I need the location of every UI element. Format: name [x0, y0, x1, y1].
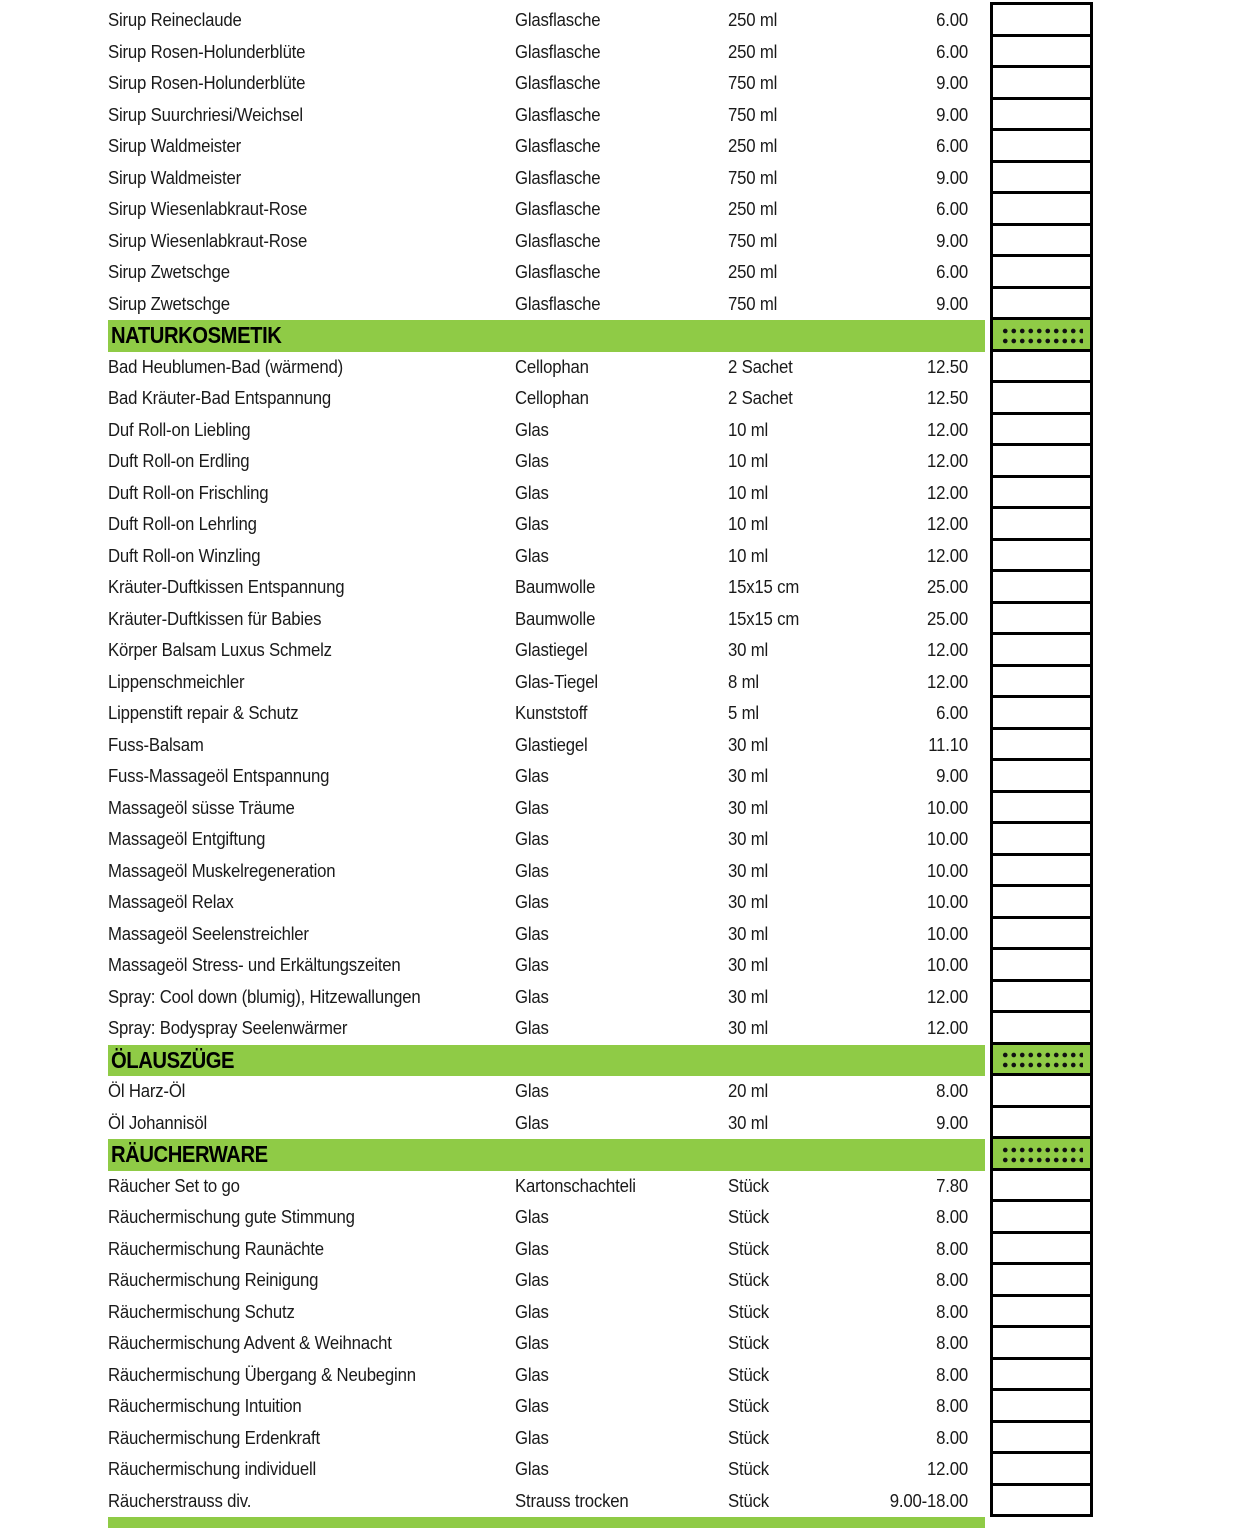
- packaging-cell: Glas: [515, 419, 549, 440]
- packaging-cell: Glas: [515, 986, 549, 1007]
- size-cell: 250 ml: [728, 41, 778, 62]
- size-cell: 10 ml: [728, 514, 769, 535]
- product-name-cell: Massageöl Stress- und Erkältungszeiten: [108, 955, 401, 976]
- price-cell: 6.00: [936, 10, 968, 31]
- packaging-cell: Glas: [515, 1081, 549, 1102]
- product-row: [0, 950, 1241, 982]
- packaging-cell: Glas: [515, 766, 549, 787]
- dots-pattern-icon: [1001, 325, 1083, 344]
- product-name-cell: Lippenstift repair & Schutz: [108, 703, 299, 724]
- packaging-cell: Baumwolle: [515, 577, 596, 598]
- order-quantity-box[interactable]: [990, 790, 1093, 825]
- order-quantity-box[interactable]: [990, 916, 1093, 951]
- product-name-cell: Bad Kräuter-Bad Entspannung: [108, 388, 331, 409]
- packaging-cell: Glas: [515, 1112, 549, 1133]
- product-row: [0, 824, 1241, 856]
- product-row: [0, 100, 1241, 132]
- price-cell: 8.00: [936, 1207, 968, 1228]
- product-name-cell: Duft Roll-on Winzling: [108, 545, 261, 566]
- price-cell: 12.00: [927, 640, 968, 661]
- size-cell: Stück: [728, 1333, 769, 1354]
- price-cell: 8.00: [936, 1238, 968, 1259]
- product-row: [0, 131, 1241, 163]
- size-cell: 30 ml: [728, 955, 769, 976]
- packaging-cell: Glas: [515, 797, 549, 818]
- product-row: [0, 635, 1241, 667]
- price-cell: 10.00: [927, 829, 968, 850]
- size-cell: 30 ml: [728, 986, 769, 1007]
- price-cell: 25.00: [927, 608, 968, 629]
- size-cell: 10 ml: [728, 482, 769, 503]
- product-name-cell: Fuss-Balsam: [108, 734, 204, 755]
- packaging-cell: Cellophan: [515, 356, 589, 377]
- order-quantity-box[interactable]: [990, 947, 1093, 982]
- packaging-cell: Glasflasche: [515, 230, 601, 251]
- order-quantity-box[interactable]: [990, 2, 1093, 37]
- price-cell: 12.00: [927, 482, 968, 503]
- size-cell: 15x15 cm: [728, 577, 800, 598]
- product-name-cell: Räucher Set to go: [108, 1175, 240, 1196]
- size-cell: 750 ml: [728, 293, 778, 314]
- packaging-cell: Kartonschachteli: [515, 1175, 636, 1196]
- dots-pattern-icon: [1001, 1144, 1083, 1163]
- product-name-cell: Duft Roll-on Erdling: [108, 451, 250, 472]
- packaging-cell: Glas: [515, 923, 549, 944]
- order-quantity-box[interactable]: [990, 1105, 1093, 1140]
- price-cell: 10.00: [927, 955, 968, 976]
- order-quantity-box-header: [990, 317, 1093, 352]
- size-cell: Stück: [728, 1490, 769, 1511]
- price-cell: 12.00: [927, 1018, 968, 1039]
- price-cell: 8.00: [936, 1301, 968, 1322]
- product-row: [0, 1202, 1241, 1234]
- size-cell: 250 ml: [728, 136, 778, 157]
- product-row: [0, 919, 1241, 951]
- price-cell: 8.00: [936, 1396, 968, 1417]
- packaging-cell: Glas: [515, 1301, 549, 1322]
- product-name-cell: Spray: Bodyspray Seelenwärmer: [108, 1018, 348, 1039]
- order-quantity-box[interactable]: [990, 34, 1093, 69]
- price-cell: 12.00: [927, 514, 968, 535]
- product-row: [0, 982, 1241, 1014]
- order-quantity-box[interactable]: [990, 286, 1093, 321]
- packaging-cell: Glastiegel: [515, 640, 588, 661]
- packaging-cell: Glas: [515, 1459, 549, 1480]
- product-name-cell: Räuchermischung Advent & Weihnacht: [108, 1333, 392, 1354]
- order-quantity-box[interactable]: [990, 727, 1093, 762]
- price-cell: 9.00: [936, 73, 968, 94]
- price-cell: 12.00: [927, 1459, 968, 1480]
- order-quantity-box[interactable]: [990, 601, 1093, 636]
- product-name-cell: Sirup Zwetschge: [108, 293, 230, 314]
- section-header-bar: [108, 1045, 985, 1077]
- packaging-cell: Glas: [515, 451, 549, 472]
- order-quantity-box[interactable]: [990, 65, 1093, 100]
- order-quantity-box[interactable]: [990, 380, 1093, 415]
- price-cell: 12.00: [927, 986, 968, 1007]
- price-cell: 8.00: [936, 1427, 968, 1448]
- size-cell: 30 ml: [728, 923, 769, 944]
- packaging-cell: Glas: [515, 1018, 549, 1039]
- packaging-cell: Glas: [515, 860, 549, 881]
- size-cell: 30 ml: [728, 829, 769, 850]
- price-cell: 9.00: [936, 1112, 968, 1133]
- price-cell: 12.00: [927, 451, 968, 472]
- product-name-cell: Sirup Suurchriesi/Weichsel: [108, 104, 303, 125]
- product-name-cell: Bad Heublumen-Bad (wärmend): [108, 356, 344, 377]
- price-cell: 8.00: [936, 1333, 968, 1354]
- price-cell: 9.00: [936, 293, 968, 314]
- next-section-bar-cutoff: [108, 1517, 985, 1528]
- price-cell: 11.10: [928, 734, 968, 755]
- order-quantity-box-header: [990, 1042, 1093, 1077]
- section-header-bar: [108, 320, 985, 352]
- order-quantity-box[interactable]: [990, 191, 1093, 226]
- price-cell: 9.00: [936, 230, 968, 251]
- order-quantity-box[interactable]: [990, 412, 1093, 447]
- price-cell: 12.00: [927, 545, 968, 566]
- packaging-cell: Glas: [515, 1396, 549, 1417]
- product-row: [0, 68, 1241, 100]
- size-cell: Stück: [728, 1396, 769, 1417]
- product-row: [0, 1454, 1241, 1486]
- size-cell: 750 ml: [728, 104, 778, 125]
- packaging-cell: Glas: [515, 1364, 549, 1385]
- order-quantity-box[interactable]: [990, 884, 1093, 919]
- size-cell: 2 Sachet: [728, 356, 793, 377]
- product-row: [0, 257, 1241, 289]
- product-row: [0, 383, 1241, 415]
- product-name-cell: Massageöl Seelenstreichler: [108, 923, 309, 944]
- size-cell: 30 ml: [728, 766, 769, 787]
- size-cell: 8 ml: [728, 671, 759, 692]
- product-name-cell: Spray: Cool down (blumig), Hitzewallungen: [108, 986, 421, 1007]
- price-cell: 12.50: [927, 388, 968, 409]
- order-quantity-box[interactable]: [990, 1010, 1093, 1045]
- size-cell: 250 ml: [728, 262, 778, 283]
- order-quantity-box[interactable]: [990, 254, 1093, 289]
- product-row: [0, 667, 1241, 699]
- product-row: [0, 856, 1241, 888]
- order-quantity-box[interactable]: [990, 160, 1093, 195]
- order-quantity-box[interactable]: [990, 1168, 1093, 1203]
- size-cell: 2 Sachet: [728, 388, 793, 409]
- packaging-cell: Strauss trocken: [515, 1490, 629, 1511]
- order-quantity-box-header: [990, 1136, 1093, 1171]
- price-cell: 8.00: [936, 1081, 968, 1102]
- size-cell: Stück: [728, 1207, 769, 1228]
- order-quantity-box[interactable]: [990, 695, 1093, 730]
- product-name-cell: Räuchermischung individuell: [108, 1459, 317, 1480]
- size-cell: 750 ml: [728, 167, 778, 188]
- price-cell: 25.00: [927, 577, 968, 598]
- size-cell: Stück: [728, 1301, 769, 1322]
- product-name-cell: Räuchermischung Schutz: [108, 1301, 295, 1322]
- product-row: [0, 1076, 1241, 1108]
- product-name-cell: Räuchermischung Erdenkraft: [108, 1427, 320, 1448]
- order-quantity-box[interactable]: [990, 664, 1093, 699]
- order-quantity-box[interactable]: [990, 475, 1093, 510]
- size-cell: 30 ml: [728, 1018, 769, 1039]
- product-row: [0, 1108, 1241, 1140]
- product-name-cell: Duf Roll-on Liebling: [108, 419, 251, 440]
- product-name-cell: Fuss-Massageöl Entspannung: [108, 766, 330, 787]
- product-row: [0, 1391, 1241, 1423]
- packaging-cell: Glasflasche: [515, 41, 601, 62]
- product-name-cell: Räucherstrauss div.: [108, 1490, 252, 1511]
- price-cell: 6.00: [936, 199, 968, 220]
- product-row: [0, 1265, 1241, 1297]
- product-row: [0, 730, 1241, 762]
- product-name-cell: Lippenschmeichler: [108, 671, 245, 692]
- order-quantity-box[interactable]: [990, 538, 1093, 573]
- packaging-cell: Glasflasche: [515, 136, 601, 157]
- product-row: [0, 415, 1241, 447]
- price-cell: 6.00: [936, 41, 968, 62]
- size-cell: 30 ml: [728, 1112, 769, 1133]
- packaging-cell: Glasflasche: [515, 73, 601, 94]
- price-cell: 10.00: [927, 892, 968, 913]
- product-row: [0, 793, 1241, 825]
- price-cell: 9.00: [936, 104, 968, 125]
- size-cell: Stück: [728, 1427, 769, 1448]
- packaging-cell: Glasflasche: [515, 104, 601, 125]
- order-quantity-box[interactable]: [990, 223, 1093, 258]
- packaging-cell: Glasflasche: [515, 293, 601, 314]
- size-cell: 10 ml: [728, 451, 769, 472]
- product-row: [0, 698, 1241, 730]
- order-quantity-box[interactable]: [990, 853, 1093, 888]
- section-title: ÖLAUSZÜGE: [111, 1046, 235, 1073]
- packaging-cell: Glas: [515, 829, 549, 850]
- product-name-cell: Räuchermischung Übergang & Neubeginn: [108, 1364, 416, 1385]
- order-quantity-box[interactable]: [990, 1483, 1093, 1518]
- size-cell: 10 ml: [728, 545, 769, 566]
- order-quantity-box[interactable]: [990, 821, 1093, 856]
- order-quantity-box[interactable]: [990, 1357, 1093, 1392]
- packaging-cell: Glasflasche: [515, 167, 601, 188]
- product-row: [0, 478, 1241, 510]
- product-name-cell: Sirup Rosen-Holunderblüte: [108, 41, 306, 62]
- size-cell: 30 ml: [728, 640, 769, 661]
- order-quantity-box[interactable]: [990, 1262, 1093, 1297]
- order-quantity-box[interactable]: [990, 1325, 1093, 1360]
- product-row: [0, 5, 1241, 37]
- product-row: [0, 1297, 1241, 1329]
- packaging-cell: Cellophan: [515, 388, 589, 409]
- product-row: [0, 887, 1241, 919]
- order-quantity-box[interactable]: [990, 1388, 1093, 1423]
- order-quantity-box[interactable]: [990, 1451, 1093, 1486]
- price-cell: 6.00: [936, 703, 968, 724]
- packaging-cell: Glasflasche: [515, 10, 601, 31]
- price-cell: 9.00: [936, 167, 968, 188]
- order-quantity-box[interactable]: [990, 632, 1093, 667]
- packaging-cell: Glas: [515, 1427, 549, 1448]
- packaging-cell: Glasflasche: [515, 262, 601, 283]
- product-name-cell: Sirup Waldmeister: [108, 167, 241, 188]
- size-cell: 5 ml: [728, 703, 759, 724]
- size-cell: Stück: [728, 1270, 769, 1291]
- product-name-cell: Sirup Wiesenlabkraut-Rose: [108, 230, 308, 251]
- product-row: [0, 509, 1241, 541]
- size-cell: Stück: [728, 1459, 769, 1480]
- price-cell: 10.00: [927, 923, 968, 944]
- product-name-cell: Sirup Rosen-Holunderblüte: [108, 73, 306, 94]
- size-cell: 750 ml: [728, 230, 778, 251]
- product-row: [0, 446, 1241, 478]
- price-cell: 12.50: [927, 356, 968, 377]
- product-name-cell: Sirup Waldmeister: [108, 136, 241, 157]
- product-name-cell: Kräuter-Duftkissen für Babies: [108, 608, 322, 629]
- product-row: [0, 1328, 1241, 1360]
- product-name-cell: Räuchermischung Raunächte: [108, 1238, 324, 1259]
- order-quantity-box[interactable]: [990, 97, 1093, 132]
- product-row: [0, 541, 1241, 573]
- product-name-cell: Duft Roll-on Frischling: [108, 482, 269, 503]
- section-header-row: [0, 320, 1241, 352]
- packaging-cell: Glas: [515, 1207, 549, 1228]
- section-title: NATURKOSMETIK: [111, 322, 282, 349]
- section-header-bar: [108, 1139, 985, 1171]
- price-cell: 6.00: [936, 136, 968, 157]
- order-quantity-box[interactable]: [990, 569, 1093, 604]
- order-quantity-box[interactable]: [990, 1073, 1093, 1108]
- size-cell: 10 ml: [728, 419, 769, 440]
- size-cell: 30 ml: [728, 797, 769, 818]
- price-cell: 10.00: [927, 860, 968, 881]
- product-name-cell: Öl Johannisöl: [108, 1112, 208, 1133]
- product-row: [0, 761, 1241, 793]
- packaging-cell: Glas: [515, 892, 549, 913]
- product-name-cell: Räuchermischung gute Stimmung: [108, 1207, 355, 1228]
- packaging-cell: Glas: [515, 1333, 549, 1354]
- section-header-row: [0, 1045, 1241, 1077]
- product-name-cell: Räuchermischung Intuition: [108, 1396, 302, 1417]
- price-cell: 9.00-18.00: [889, 1490, 968, 1511]
- product-row: [0, 352, 1241, 384]
- product-row: [0, 163, 1241, 195]
- product-row: [0, 1423, 1241, 1455]
- packaging-cell: Glas: [515, 1238, 549, 1259]
- dots-pattern-icon: [1001, 1049, 1083, 1068]
- order-quantity-box[interactable]: [990, 506, 1093, 541]
- order-quantity-box[interactable]: [990, 1231, 1093, 1266]
- packaging-cell: Glas: [515, 545, 549, 566]
- order-quantity-box[interactable]: [990, 1294, 1093, 1329]
- packaging-cell: Kunststoff: [515, 703, 588, 724]
- price-cell: 8.00: [936, 1364, 968, 1385]
- product-row: [0, 226, 1241, 258]
- product-name-cell: Massageöl Entgiftung: [108, 829, 266, 850]
- section-title: RÄUCHERWARE: [111, 1141, 268, 1168]
- order-quantity-box[interactable]: [990, 443, 1093, 478]
- order-quantity-box[interactable]: [990, 128, 1093, 163]
- packaging-cell: Glasflasche: [515, 199, 601, 220]
- size-cell: 250 ml: [728, 199, 778, 220]
- section-header-row: [0, 1139, 1241, 1171]
- product-row: [0, 1234, 1241, 1266]
- product-row: [0, 289, 1241, 321]
- packaging-cell: Glas: [515, 1270, 549, 1291]
- order-quantity-box[interactable]: [990, 1420, 1093, 1455]
- packaging-cell: Baumwolle: [515, 608, 596, 629]
- size-cell: 30 ml: [728, 734, 769, 755]
- product-row: [0, 37, 1241, 69]
- order-quantity-box[interactable]: [990, 979, 1093, 1014]
- order-quantity-box[interactable]: [990, 349, 1093, 384]
- product-row: [0, 604, 1241, 636]
- price-cell: 9.00: [936, 766, 968, 787]
- packaging-cell: Glas: [515, 955, 549, 976]
- size-cell: 750 ml: [728, 73, 778, 94]
- packaging-cell: Glastiegel: [515, 734, 588, 755]
- product-row: [0, 1360, 1241, 1392]
- size-cell: 20 ml: [728, 1081, 769, 1102]
- price-cell: 8.00: [936, 1270, 968, 1291]
- price-cell: 10.00: [927, 797, 968, 818]
- product-name-cell: Massageöl süsse Träume: [108, 797, 295, 818]
- product-name-cell: Sirup Wiesenlabkraut-Rose: [108, 199, 308, 220]
- size-cell: 30 ml: [728, 892, 769, 913]
- packaging-cell: Glas: [515, 482, 549, 503]
- product-row: [0, 572, 1241, 604]
- price-cell: 7.80: [936, 1175, 968, 1196]
- product-name-cell: Duft Roll-on Lehrling: [108, 514, 257, 535]
- packaging-cell: Glas: [515, 514, 549, 535]
- order-quantity-box[interactable]: [990, 1199, 1093, 1234]
- size-cell: 15x15 cm: [728, 608, 800, 629]
- product-name-cell: Massageöl Muskelregeneration: [108, 860, 336, 881]
- product-row: [0, 1013, 1241, 1045]
- price-cell: 12.00: [927, 419, 968, 440]
- product-name-cell: Sirup Reineclaude: [108, 10, 242, 31]
- product-row: [0, 1171, 1241, 1203]
- size-cell: Stück: [728, 1364, 769, 1385]
- size-cell: 250 ml: [728, 10, 778, 31]
- price-cell: 6.00: [936, 262, 968, 283]
- product-name-cell: Körper Balsam Luxus Schmelz: [108, 640, 332, 661]
- product-row: [0, 194, 1241, 226]
- product-name-cell: Massageöl Relax: [108, 892, 234, 913]
- size-cell: Stück: [728, 1238, 769, 1259]
- price-cell: 12.00: [927, 671, 968, 692]
- order-quantity-box[interactable]: [990, 758, 1093, 793]
- product-name-cell: Räuchermischung Reinigung: [108, 1270, 319, 1291]
- product-name-cell: Sirup Zwetschge: [108, 262, 230, 283]
- packaging-cell: Glas-Tiegel: [515, 671, 598, 692]
- size-cell: 30 ml: [728, 860, 769, 881]
- size-cell: Stück: [728, 1175, 769, 1196]
- product-name-cell: Öl Harz-Öl: [108, 1081, 186, 1102]
- product-row: [0, 1486, 1241, 1518]
- product-name-cell: Kräuter-Duftkissen Entspannung: [108, 577, 345, 598]
